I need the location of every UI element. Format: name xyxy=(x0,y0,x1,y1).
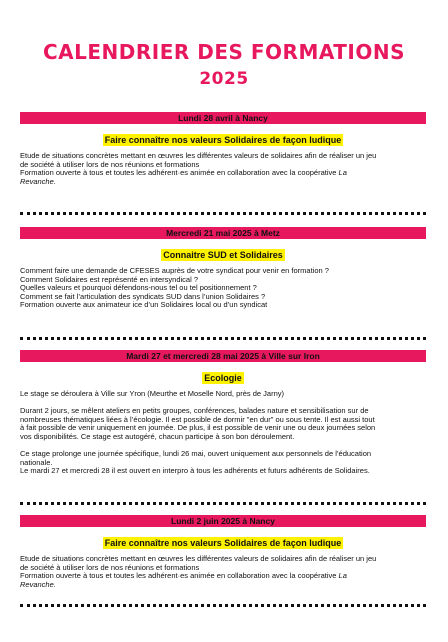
session-4-date-header: Lundi 2 juin 2025 à Nancy xyxy=(20,515,426,527)
session-2-date-header: Mercredi 21 mai 2025 à Metz xyxy=(20,227,426,239)
separator-2 xyxy=(20,337,426,340)
separator-4 xyxy=(20,604,426,607)
session-3-topic: Ecologie xyxy=(204,373,242,383)
session-3-date-header: Mardi 27 et mercredi 28 mai 2025 à Ville sur Iron xyxy=(20,350,426,362)
session-1-topic: Faire connaître nos valeurs Solidaires de façon ludique xyxy=(104,135,342,145)
session-1-date-header: Lundi 28 avril à Nancy xyxy=(20,112,426,124)
session-4-topic: Faire connaître nos valeurs Solidaires de façon ludique xyxy=(104,538,342,548)
session-2 xyxy=(20,227,426,310)
page-title: CALENDRIER DES FORMATIONS xyxy=(42,40,406,64)
separator-3 xyxy=(20,502,426,505)
session-1 xyxy=(20,112,426,186)
session-2-description: Comment faire une demande de CFESES auprès de votre syndicat pour venir en formation ? Comment Solidaires est représenté en intersyndical ? Quelles valeurs et pourquoi défendons-nous tel ou tel positionnement ? Comment se fait l’articulation des syndicats SUD dans l’union Solidaires ? Formation ouverte aux animateur ice d’un Solidaires local ou d’un syndicat xyxy=(20,266,329,310)
page-year: 2025 xyxy=(199,69,249,89)
session-4-description: Etude de situations concrètes mettant en œuvres les différentes valeurs de solidaires afin de réaliser un jeu de société à utiliser lors de nos réunions et formations Formation ouverte à tous et toutes les adhérent·es animée en collaboration avec la coopérative La Revanche. xyxy=(20,554,377,589)
session-3-description: Le stage se déroulera à Ville sur Yron (Meurthe et Moselle Nord, près de Jarny) Durant 2 jours, se mêlent ateliers en petits groupes, conférences, balades nature et sensibilisation sur de nombreuses thématiques liées à l’écologie. Il est possible de dormir "en dur" ou sous tente. Il est aussi tout à fait possible de venir uniquement en journée. De plus, il est possible de venir une ou deux journées selon vos disponibilités. Ce stage est autogéré, chacun participe à son bon déroulement. Ce stage prolonge une journée spécifique, lundi 26 mai, ouvert uniquement aux personnels de l’éducation nationale. Le mardi 27 et mercredi 28 il est ouvert en interpro à tous les adhérents et futurs adhérents de Solidaires. xyxy=(20,389,376,476)
session-4 xyxy=(20,515,426,589)
session-3 xyxy=(20,350,426,476)
session-1-description: Etude de situations concrètes mettant en œuvres les différentes valeurs de solidaires afin de réaliser un jeu de société à utiliser lors de nos réunions et formations Formation ouverte à tous et toutes les adhérent·es animée en collaboration avec la coopérative La Revanche. xyxy=(20,151,377,186)
separator-1 xyxy=(20,212,426,215)
session-2-topic: Connaitre SUD et Solidaires xyxy=(163,250,283,260)
